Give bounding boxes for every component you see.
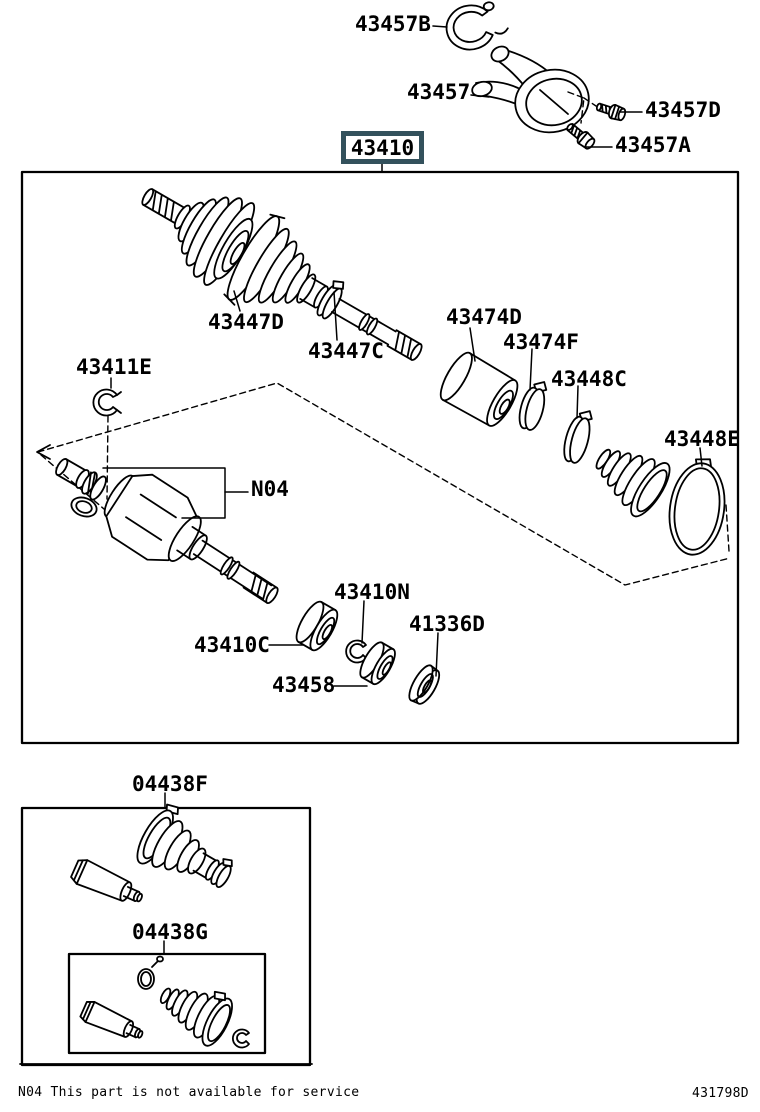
leader-lines xyxy=(103,26,702,953)
boot-kit-04438f-drawing xyxy=(69,799,246,910)
clamp-43474f-drawing xyxy=(516,378,550,432)
part-label-43457a: 43457A xyxy=(615,133,691,157)
tripod-spider-drawing xyxy=(52,454,109,520)
part-label-43410c: 43410C xyxy=(194,633,270,657)
part-label-04438g: 04438G xyxy=(132,920,208,944)
figure-code: 431798D xyxy=(692,1086,749,1101)
cover-41336d-drawing xyxy=(405,662,444,708)
part-label-n04: N04 xyxy=(251,477,289,501)
bolt-43457d-drawing xyxy=(595,100,627,122)
part-label-43448c: 43448C xyxy=(551,367,627,391)
clamp-43448c-drawing xyxy=(560,407,595,465)
main-part-number-badge xyxy=(341,131,424,164)
part-label-43448e: 43448E xyxy=(664,427,740,451)
part-label-43474f: 43474F xyxy=(503,330,579,354)
damper-43474d-drawing xyxy=(435,349,523,431)
part-label-43447d: 43447D xyxy=(208,310,284,334)
part-label-43457b: 43457B xyxy=(355,12,431,36)
footnote-text: N04 This part is not available for service xyxy=(18,1085,360,1100)
boot-kit-04438g-drawing xyxy=(79,957,249,1050)
part-label-43474d: 43474D xyxy=(446,305,522,329)
part-label-41336d: 41336D xyxy=(409,612,485,636)
part-label-43411e: 43411E xyxy=(76,355,152,379)
snap-ring-43411e-drawing xyxy=(93,390,121,416)
part-label-43457: 43457 xyxy=(407,80,471,104)
main-part-number: 43410 xyxy=(350,135,415,160)
part-label-43458: 43458 xyxy=(272,673,336,697)
part-label-43457d: 43457D xyxy=(645,98,721,122)
part-label-43447c: 43447C xyxy=(308,339,384,363)
snap-ring-43457b-drawing xyxy=(443,0,510,53)
inboard-boot-drawing xyxy=(583,431,676,522)
snap-ring-43410n-drawing xyxy=(346,641,366,663)
clamp-ring-43448e-drawing xyxy=(664,455,731,559)
part-label-04438f: 04438F xyxy=(132,772,208,796)
part-label-43410n: 43410N xyxy=(334,580,410,604)
bracket-43457-drawing xyxy=(471,44,596,139)
outboard-axle-drawing xyxy=(120,152,445,397)
